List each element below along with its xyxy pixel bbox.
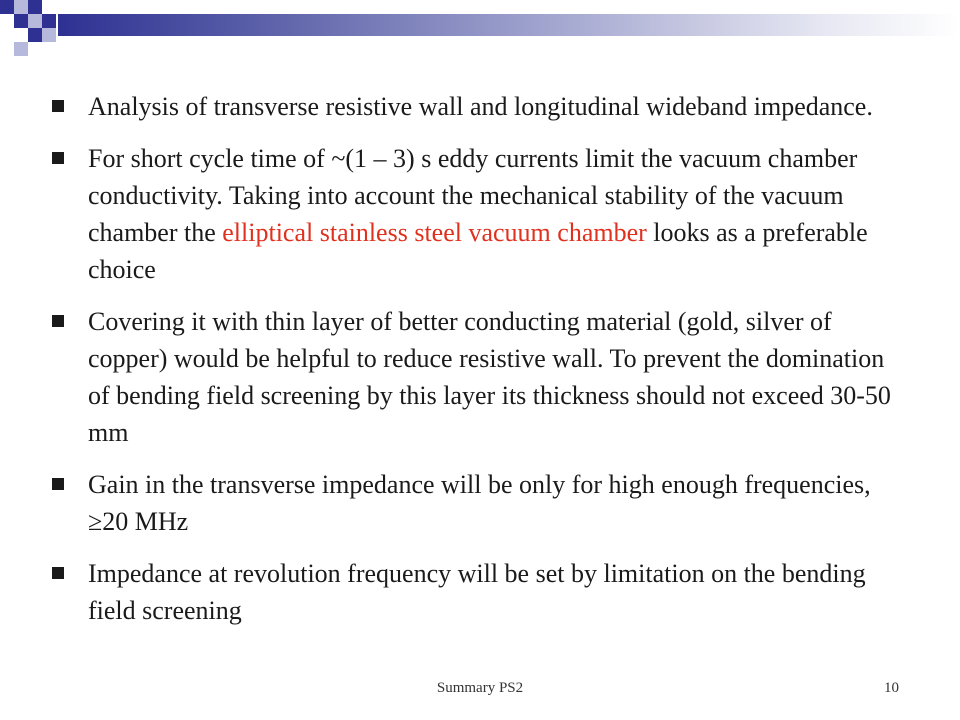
bullet-item	[50, 88, 910, 125]
bullet-list	[50, 88, 910, 644]
bullet-item	[50, 303, 910, 451]
page-number: 10	[884, 680, 899, 696]
bullet-text-before: For short cycle time of ~(1 – 3) s eddy currents limit the vacuum chamber conductivity. Taking into account the mechanical stability of the vacuum chamber the	[88, 144, 858, 247]
bullet-item	[50, 466, 910, 540]
bullet-text-after: looks as a preferable choice	[88, 218, 868, 284]
header-square	[42, 28, 56, 42]
header-square	[28, 28, 42, 42]
header-square	[14, 0, 28, 14]
bullet-square-icon	[52, 315, 64, 327]
bullet-square-icon	[52, 478, 64, 490]
header-square	[14, 14, 28, 28]
footer-label: Summary PS2	[436, 680, 524, 696]
header-square	[28, 14, 42, 28]
bullet-text: Impedance at revolution frequency will be set by limitation on the bending field screening	[88, 559, 866, 625]
bullet-square-icon	[52, 567, 64, 579]
highlighted-text: elliptical stainless steel vacuum chamber	[222, 218, 647, 247]
header-gradient-bar	[58, 14, 958, 36]
header-square	[28, 0, 42, 14]
bullet-square-icon	[52, 152, 64, 164]
header-square	[0, 0, 14, 14]
bullet-text	[88, 144, 868, 284]
header-square	[14, 42, 28, 56]
header-square	[42, 14, 56, 28]
bullet-item	[50, 140, 910, 288]
bullet-text: Covering it with thin layer of better conducting material (gold, silver of copper) would be helpful to reduce resistive wall. To prevent the domination of bending field screening by this layer its thickness should not exceed 30-50 mm	[88, 307, 891, 447]
bullet-text: Analysis of transverse resistive wall and longitudinal wideband impedance.	[88, 92, 873, 121]
bullet-item	[50, 555, 910, 629]
bullet-text: Gain in the transverse impedance will be only for high enough frequencies, ≥20 MHz	[88, 470, 871, 536]
bullet-square-icon	[52, 100, 64, 112]
